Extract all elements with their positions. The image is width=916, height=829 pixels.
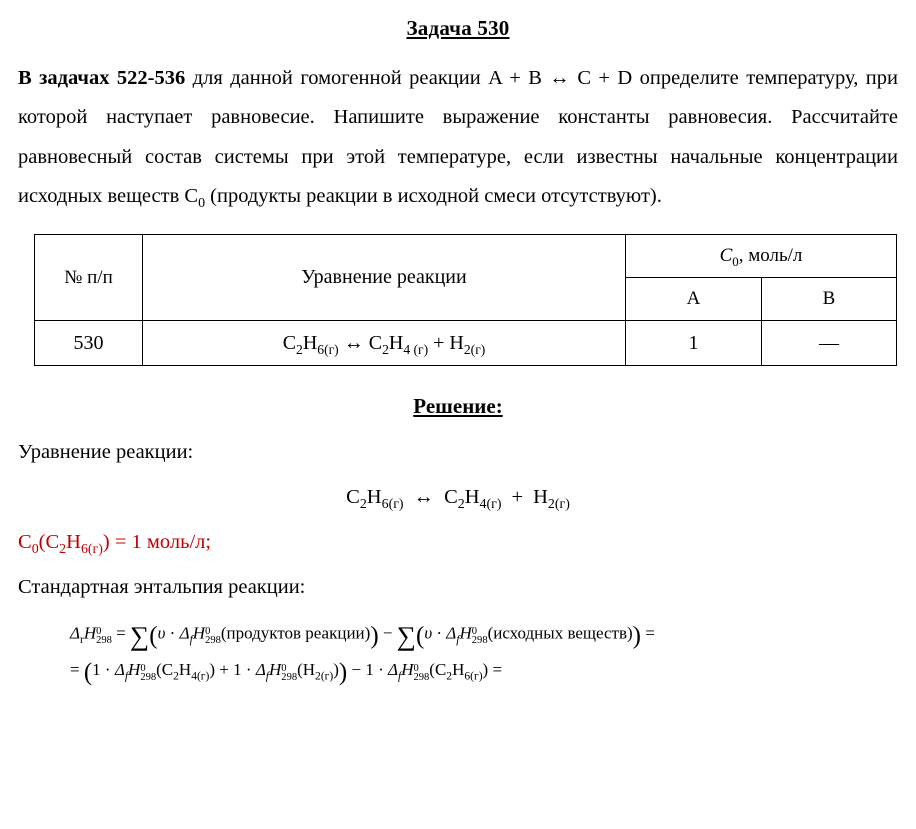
- equation-label: Уравнение реакции:: [18, 441, 194, 464]
- problem-statement-tail: (продукты реакции в исходной смеси отсутствуют).: [205, 185, 662, 208]
- problem-statement-subscript: 0: [198, 196, 206, 212]
- c0-units: , моль/л: [738, 245, 803, 267]
- enthalpy-label: Стандартная энтальпия реакции:: [18, 576, 306, 599]
- problem-statement-body: для данной гомогенной реакции A + B ↔ C + D определите температуру, при которой наступает равновесие. Напишите выражение константы равновесия. Рассчитайте равновесный состав системы при этой температуре, если известны начальные концентрации исходных веществ C: [18, 67, 898, 208]
- c0-subscript: 0: [732, 254, 739, 270]
- c0-symbol: C: [719, 245, 733, 267]
- formula-line-1: $\Delta_rH$ 0 298 = $\sum(\upsilon \cdot \Delta_fH$ 0 298 (продуктов реакции)) − $\sum(\upsilon \cdot \Delta_fH$ 0 298 (исходных веществ)) =: [70, 621, 655, 652]
- reaction-table: [34, 234, 897, 366]
- problem-statement: [18, 59, 898, 216]
- reaction-table-wrapper: [34, 234, 902, 366]
- table-header-c0: [626, 235, 897, 278]
- table-header-row: [35, 235, 897, 278]
- table-cell-a: 1: [626, 321, 762, 366]
- formula-line-2: = ($1 \cdot \Delta_fH$ 0 298 $(C_2H_{4(г)}) + 1 \cdot \Delta_fH$ 0 298 $(H_{2(г)})) - 1 \cdot \Delta_fH$ 0 298 $(C_2H_{6(г)})$ =: [70, 659, 503, 687]
- table-header-num: № п/п: [35, 235, 143, 321]
- reaction-equation-display: $C_2H_{6(г)}$ ↔ $C_2H_{4(г)} + H_{2(г)}$: [346, 486, 570, 513]
- table-header-b: B: [762, 278, 897, 321]
- table-cell-num: 530: [35, 321, 143, 366]
- table-header-a: A: [626, 278, 762, 321]
- table-cell-b: —: [762, 321, 897, 366]
- table-row: [35, 321, 897, 366]
- enthalpy-formula-block: [70, 621, 898, 687]
- initial-concentration-line: $C_0(C_2H_{6(г)}) = 1$ моль/л;: [18, 531, 212, 558]
- table-header-equation: Уравнение реакции: [143, 235, 626, 321]
- problem-statement-prefix: В задачах 522-536: [18, 67, 186, 89]
- page-title: Задача 530: [406, 16, 510, 40]
- table-cell-equation: $C_2H_{6(г)}$ ↔ $C_2H_{4 (г)} + H_{2(г)}$: [143, 321, 626, 366]
- solution-heading: Решение:: [413, 394, 503, 419]
